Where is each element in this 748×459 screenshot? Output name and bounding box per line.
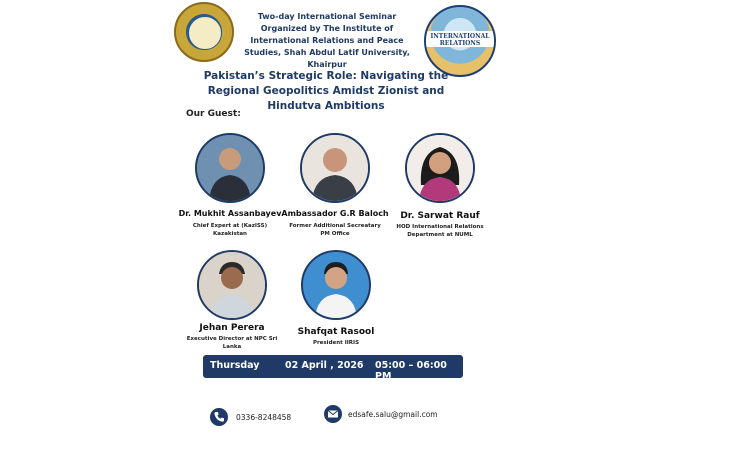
guest-card-sarwat-rauf	[370, 133, 510, 245]
logo-band-text: INTERNATIONAL RELATIONS	[430, 33, 490, 47]
university-logo	[174, 2, 234, 62]
guests-heading: Our Guest:	[186, 109, 241, 119]
guest-role: HOD International Relations Department at NUML	[396, 224, 484, 238]
guest-role: Former Additional Secreatary PM Office	[289, 223, 381, 237]
schedule-day: Thursday	[210, 360, 260, 371]
schedule-time: 05:00 – 06:00 PM	[375, 360, 447, 382]
international-relations-logo	[424, 5, 496, 77]
guest-photo	[195, 133, 265, 203]
logo-band	[426, 31, 494, 47]
guest-photo	[301, 250, 371, 320]
schedule-bar	[203, 355, 463, 382]
guest-photo	[300, 133, 370, 203]
schedule-date: 02 April , 2026	[285, 360, 364, 371]
person-silhouette-icon	[302, 135, 368, 201]
person-silhouette-icon	[199, 252, 265, 318]
university-seal-center	[188, 16, 222, 50]
person-silhouette-icon	[197, 135, 263, 201]
phone-number[interactable]: 0336-8248458	[236, 413, 292, 422]
guest-name: Ambassador G.R Baloch	[281, 209, 389, 218]
guest-role: President IIRIS	[312, 340, 360, 346]
guest-name: Shafqat Rasool	[297, 327, 375, 337]
guest-role: Executive Director at NPC Sri Lanka	[186, 336, 278, 350]
guest-photo	[405, 133, 475, 203]
organizer-text: Two-day International Seminar Organized by The Institute of International Relations and Peace Studies, Shah Abdul Latif University, Khairpur	[244, 12, 410, 69]
mail-icon	[324, 405, 342, 423]
guest-photo	[197, 250, 267, 320]
guest-role: Chief Expert at (KazISS) Kazakistan	[192, 223, 268, 237]
guest-name: Jehan Perera	[199, 323, 265, 333]
person-silhouette-icon	[303, 252, 369, 318]
guest-card-shafqat-rasool	[266, 250, 406, 350]
guest-name: Dr. Sarwat Rauf	[400, 211, 480, 221]
email-address[interactable]: edsafe.salu@gmail.com	[348, 410, 438, 419]
person-silhouette-icon	[407, 135, 473, 201]
guest-name: Dr. Mukhit Assanbayev	[178, 209, 282, 218]
seminar-title: Pakistan’s Strategic Role: Navigating the Regional Geopolitics Amidst Zionist and Hindutva Ambitions	[203, 70, 449, 112]
phone-icon	[210, 408, 228, 426]
